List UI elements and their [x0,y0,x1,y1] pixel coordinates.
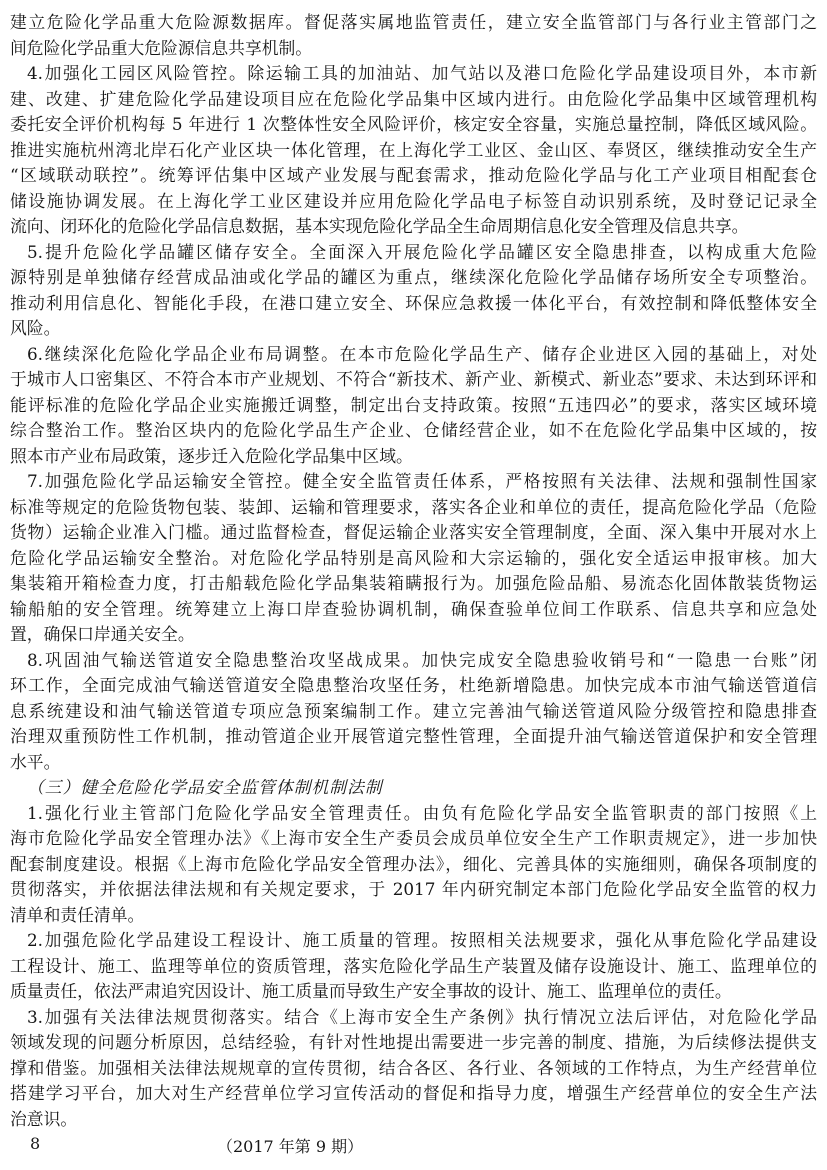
text-line: 建、改建、扩建危险化学品建设项目应在危险化学品集中区域内进行。由危险化学品集中区域管理机构 [10,88,817,109]
text-line: 8.巩固油气输送管道安全隐患整治攻坚战成果。加快完成安全隐患验收销号和“一隐患一台账”闭 [27,649,817,670]
text-line: 照本市产业布局政策，逐步迁入危险化学品集中区域。 [10,445,413,466]
text-line: 6.继续深化危险化学品企业布局调整。在本市危险化学品生产、储存企业进区入园的基础上，对处 [27,343,817,364]
text-line: 4.加强化工园区风险管控。除运输工具的加油站、加气站以及港口危险化学品建设项目外，本市新 [27,63,817,83]
text-line: 工程设计、施工、监理等单位的资质管理，落实危险化学品生产装置及储存设施设计、施工、监理单位的 [10,955,817,976]
text-line: 危险化学品运输安全整治。对危险化学品特别是高风险和大宗运输的，强化安全适运申报审核。加大 [10,547,817,568]
paragraph [10,928,817,1005]
paragraph [10,342,817,470]
paragraph [10,1005,817,1133]
text-line: 水平。 [10,751,61,772]
text-line: 推进实施杭州湾北岸石化产业区块一体化管理，在上海化学工业区、金山区、奉贤区，继续推动安全生产 [10,139,817,160]
text-line: 风险。 [10,318,61,338]
text-line: 海市危险化学品安全管理办法》《上海市安全生产委员会成员单位安全生产工作职责规定》，进一步加快 [10,828,817,848]
paragraph [10,61,817,240]
text-line: 输船舶的安全管理。统筹建立上海口岸查验协调机制，确保查验单位间工作联系、信息共享和应急处 [10,598,817,619]
text-line: 治理双重预防性工作机制，推动管道企业开展管道完整性管理，全面提升油气输送管道保护和安全管理 [10,726,817,746]
text-line: 搭建学习平台，加大对生产经营单位学习宣传活动的督促和指导力度，增强生产经营单位的安全生产法 [10,1083,817,1103]
text-line: 息系统建设和油气输送管道专项应急预案编制工作。建立完善油气输送管道风险分级管控和隐患排查 [10,700,817,721]
text-line: 治意识。 [10,1108,78,1129]
text-line: 标准等规定的危险货物包装、装卸、运输和管理要求，落实各企业和单位的责任，提高危险化学品（危险 [10,496,817,517]
text-line: 7.加强危险化学品运输安全管控。健全安全监管责任体系，严格按照有关法律、法规和强制性国家 [27,471,817,491]
text-line: 贯彻落实，并依据法律法规和有关规定要求，于 2017 年内研究制定本部门危险化学品安全监管的权力 [10,879,817,899]
text-line: 委托安全评价机构每 5 年进行 1 次整体性安全风险评价，核定安全容量，实施总量控制，降低区域风险。 [10,114,817,134]
text-line: 环工作，全面完成油气输送管道安全隐患整治攻坚任务，杜绝新增隐患。加快完成本市油气输送管道信 [10,675,817,695]
page-number: 8 [30,1134,41,1153]
text-line: 源特别是单独储存经营成品油或化学品的罐区为重点，继续深化危险化学品储存场所安全专项整治。 [10,267,817,287]
text-line: 撑和借鉴。加强相关法律法规规章的宣传贯彻，结合各区、各行业、各领域的工作特点，为生产经营单位 [10,1057,817,1078]
text-line: 货物）运输企业准入门槛。通过监督检查，督促运输企业落实安全管理制度，全面、深入集中开展对水上 [10,522,817,542]
text-line: 清单和责任清单。 [10,904,145,925]
text-line: 质量责任，依法严肃追究因设计、施工质量而导致生产安全事故的设计、施工、监理单位的责任。 [10,981,732,1001]
text-line: 1.强化行业主管部门危险化学品安全管理责任。由负有危险化学品安全监管职责的部门按照《上 [27,802,817,823]
paragraph [10,240,817,342]
text-line: （三）健全危险化学品安全监管体制机制法制 [27,777,383,797]
text-line: 间危险化学品重大危险源信息共享机制。 [10,37,313,58]
text-line: 推动利用信息化、智能化手段，在港口建立安全、环保应急救援一体化平台，有效控制和降低整体安全 [10,292,817,313]
text-line: 5.提升危险化学品罐区储存安全。全面深入开展危险化学品罐区安全隐患排查，以构成重大危险 [27,241,817,262]
paragraph [10,10,817,61]
paragraph [10,801,817,929]
text-line: 配套制度建设。根据《上海市危险化学品安全管理办法》，细化、完善具体的实施细则，确保各项制度的 [10,853,817,874]
text-line: 于城市人口密集区、不符合本市产业规划、不符合“新技术、新产业、新模式、新业态”要求、未达到环评和 [10,369,817,389]
text-line: 流向、闭环化的危险化学品信息数据，基本实现危险化学品全生命周期信息化安全管理及信息共享。 [10,216,749,236]
document-body [10,10,817,1132]
text-line: 领域发现的问题分析原因，总结经验，有针对性地提出需要进一步完善的制度、措施，为后续修法提供支 [10,1032,817,1052]
text-line: 3.加强有关法律法规贯彻落实。结合《上海市安全生产条例》执行情况立法后评估，对危险化学品 [27,1006,817,1027]
text-line: 储设施协调发展。在上海化学工业区建设并应用危险化学品电子标签自动识别系统，及时登记记录全 [10,190,817,211]
text-line: 置，确保口岸通关安全。 [10,624,195,644]
text-line: “区域联动联控”。统筹评估集中区域产业发展与配套需求，推动危险化学品与化工产业项目相配套仓 [10,165,817,185]
page-footer [0,1134,827,1160]
text-line: 集装箱开箱检查力度，打击船载危险化学品集装箱瞒报行为。加强危险品船、易流态化固体散装货物运 [10,573,817,593]
text-line: 综合整治工作。整治区块内的危险化学品生产企业、仓储经营企业，如不在危险化学品集中区域的，按 [10,420,817,440]
paragraph [10,469,817,648]
issue-label: （2017 年第 9 期） [217,1137,364,1156]
section-heading [10,775,817,801]
text-line: 建立危险化学品重大危险源数据库。督促落实属地监管责任，建立安全监管部门与各行业主管部门之 [10,12,817,32]
paragraph [10,648,817,776]
text-line: 2.加强危险化学品建设工程设计、施工质量的管理。按照相关法规要求，强化从事危险化学品建设 [27,930,817,950]
text-line: 能评标准的危险化学品企业实施搬迁调整，制定出台支持政策。按照“五违四必”的要求，落实区域环境 [10,394,817,415]
